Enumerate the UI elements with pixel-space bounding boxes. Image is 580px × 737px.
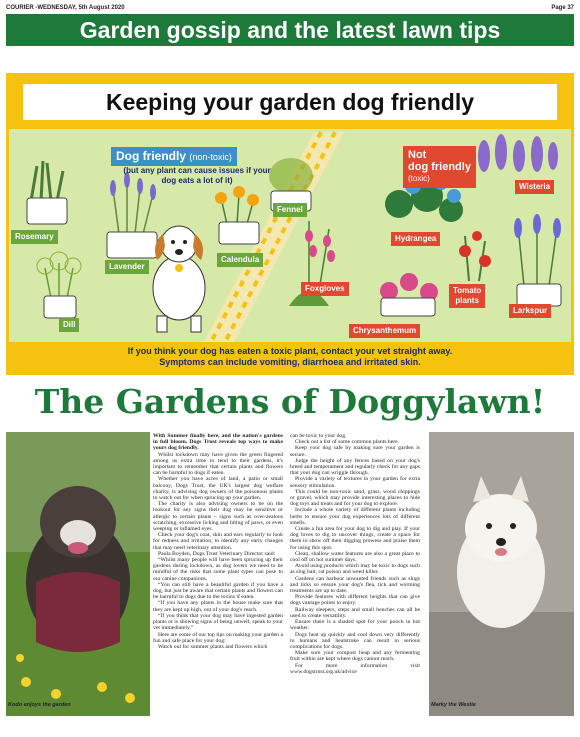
page-number: Page 37: [551, 5, 574, 11]
wisteria-plant-icon: [478, 134, 558, 172]
label-tomato-line1: Tomato: [453, 286, 482, 295]
dog-photo-marky: [429, 432, 574, 716]
label-larkspur: Larkspur: [509, 304, 551, 318]
dog-friendly-title: Dog friendly: [116, 149, 187, 163]
label-fennel: Fennel: [273, 203, 307, 217]
infographic: [6, 73, 574, 375]
photo-kodo: [6, 432, 150, 716]
label-hydrangea: Hydrangea: [391, 232, 440, 246]
label-calendula: Calendula: [217, 253, 263, 267]
article-paragraph: Whether you have acres of land, a patio or small balcony, Dogs Trust, the UK's largest dog welfare charity, is advising dog owners of the poisonous plants to watch out for when sprucing up your garden.: [153, 476, 283, 502]
article-paragraph: The charity is also advising owners to be on the lookout for any signs their dog may be sensitive or allergic to certain plants – signs such as over-zealous scratching, excessive licking and biting of paws, or even weeping or inflamed eyes.: [153, 501, 283, 533]
article-paragraph: Include a whole variety of different plants including herbs to ensure your dog experiences lots of different smells.: [290, 507, 420, 526]
article-paragraph: can be toxic to your dog.: [290, 433, 347, 439]
article-paragraph: Provide a variety of textures in your garden for extra sensory stimulation.: [290, 476, 420, 489]
not-dog-friendly-qualifier: (toxic): [408, 174, 430, 183]
article-paragraph: Provide features with different heights that can give dogs vantage points to enjoy.: [290, 594, 420, 607]
article-headline: The Gardens of Doggylawn!: [34, 382, 546, 421]
masthead-date: COURIER -WEDNESDAY, 5th August 2020: [6, 5, 125, 11]
tomato-plant-icon: [459, 231, 491, 281]
dog-friendly-qualifier: (non-toxic): [189, 152, 232, 162]
article-paragraph: Here are some of our top tips on making your garden a fun and safe place for your dog:: [153, 631, 283, 644]
article-paragraph: Ensure there is a shaded spot for your pooch in hot weather.: [290, 619, 420, 632]
article-paragraph: Watch out for summer plants and flowers which: [158, 643, 268, 650]
article-paragraph: Dogs heat up quickly and cool down very differently to humans and heatstroke can result in serious complications for dogs.: [290, 631, 420, 650]
article-paragraph: Create a fun area for your dog to dig and play. If your dog loves to dig to uncover things, create a space for them to show off their digging prowess and praise them for using this spot.: [290, 526, 420, 551]
label-dill: Dill: [59, 318, 79, 332]
article-paragraph: Judge the height of any fences based on your dog's breed and temperament and regularly check for any gaps that your dog can wriggle through.: [290, 457, 420, 477]
footer-line2: Symptoms can include vomiting, diarrhoea and irritated skin.: [159, 357, 421, 367]
footer-line1: If you think your dog has eaten a toxic plant, contact your vet straight away.: [127, 346, 453, 356]
photo-marky: [429, 432, 574, 716]
label-tomato-plants: [449, 284, 485, 308]
label-rosemary: Rosemary: [11, 230, 58, 244]
infographic-footer: [9, 342, 571, 372]
caption-right: Marky the Westie: [431, 702, 476, 708]
label-chrysanthemum: Chrysanthemum: [349, 324, 420, 338]
article-paragraph: Gardens can harbour unwanted friends such as slugs and ticks so ensure your dog's flea, tick and worming treatments are up to date.: [290, 575, 420, 595]
article-paragraph: “If you think that your dog may have ingested garden plants or is showing signs of being unwell, speak to your vet immediately.”: [153, 612, 283, 632]
article-paragraph: This could be non-toxic sand, grass, wood chippings or gravel, which may provide interesting places to hide dog toys and treats and for your dog to explore.: [290, 488, 420, 508]
article-paragraph: Clean, shallow water features are also a great place to cool off on hot summer days.: [290, 550, 420, 564]
article-column-1: [153, 433, 283, 719]
article-paragraph: With Summer finally here, and the nation's gardens in full bloom, Dogs Trust reveals top ways to make yours dog friendly.: [153, 433, 283, 452]
dog-illustration: [153, 226, 205, 332]
dill-plant-icon: [37, 252, 81, 318]
rosemary-plant-icon: [27, 161, 67, 224]
section-banner: Garden gossip and the latest lawn tips: [6, 14, 574, 46]
article-paragraph: Keep your dog safe by making sure your garden is secure.: [290, 445, 420, 458]
dog-friendly-heading: [111, 147, 237, 166]
larkspur-plant-icon: [514, 214, 561, 306]
article-paragraph: Railway sleepers, steps and small benches can all be used to create versatility.: [290, 606, 420, 619]
article-paragraph: “You can still have a beautiful garden if you have a dog, but just be aware that certain plants and flowers can be harmful to dogs due to the toxins if eaten.: [153, 581, 283, 601]
article-paragraph: “If you have any plants in the house make sure that they are kept up high, out of your dog's reach.: [153, 600, 283, 613]
label-lavender: Lavender: [105, 260, 149, 274]
not-dog-friendly-line1: Not: [408, 149, 427, 161]
article-paragraph: Make sure your compost heap and any fermenting fruit within are kept where dogs cannot reach.: [290, 650, 420, 663]
label-wisteria: Wisteria: [515, 180, 554, 194]
article-column-2: [290, 433, 420, 719]
infographic-title: Keeping your garden dog friendly: [23, 84, 557, 120]
article-paragraph: For more information visit www.dogstrust.org.uk/advice: [290, 662, 420, 675]
chrysanthemum-plant-icon: [380, 273, 438, 316]
label-tomato-line2: plants: [455, 296, 479, 305]
label-foxgloves: Foxgloves: [301, 282, 349, 296]
article-paragraph: “Whilst many people will have been sprucing up their gardens during lockdown, as dog lovers we need to be mindful of the risks that some plant types can pose to our canine companions.: [153, 557, 283, 582]
dog-photo-kodo: [6, 432, 150, 716]
article-paragraph: Avoid using products which may be toxic to dogs such as slug bait, rat poison and weed killer.: [290, 563, 420, 576]
not-dog-friendly-heading: [403, 146, 476, 188]
caption-left: Kodo enjoys the garden: [8, 702, 71, 708]
calendula-plant-icon: [215, 186, 259, 244]
dog-friendly-note: (but any plant can cause issues if your dog eats a lot of it): [123, 166, 271, 185]
not-dog-friendly-line2: dog friendly: [408, 161, 471, 173]
article-paragraph: Check out a list of some common plants here.: [295, 439, 400, 446]
article-paragraph: Check your dog's coat, skin and ears regularly to look for redness and irritation, to identify any early changes that may need veterinary attention.: [153, 532, 283, 551]
article-paragraph: Paula Boyden, Dogs Trust Veterinary Director said:: [158, 550, 276, 557]
article-paragraph: Whilst lockdown may have given the green fingered among us extra time to tend to their gardens, it's important to remember that certain plants and flowers can be harmful to dogs if eaten.: [153, 451, 283, 477]
infographic-illustration: [9, 76, 571, 372]
